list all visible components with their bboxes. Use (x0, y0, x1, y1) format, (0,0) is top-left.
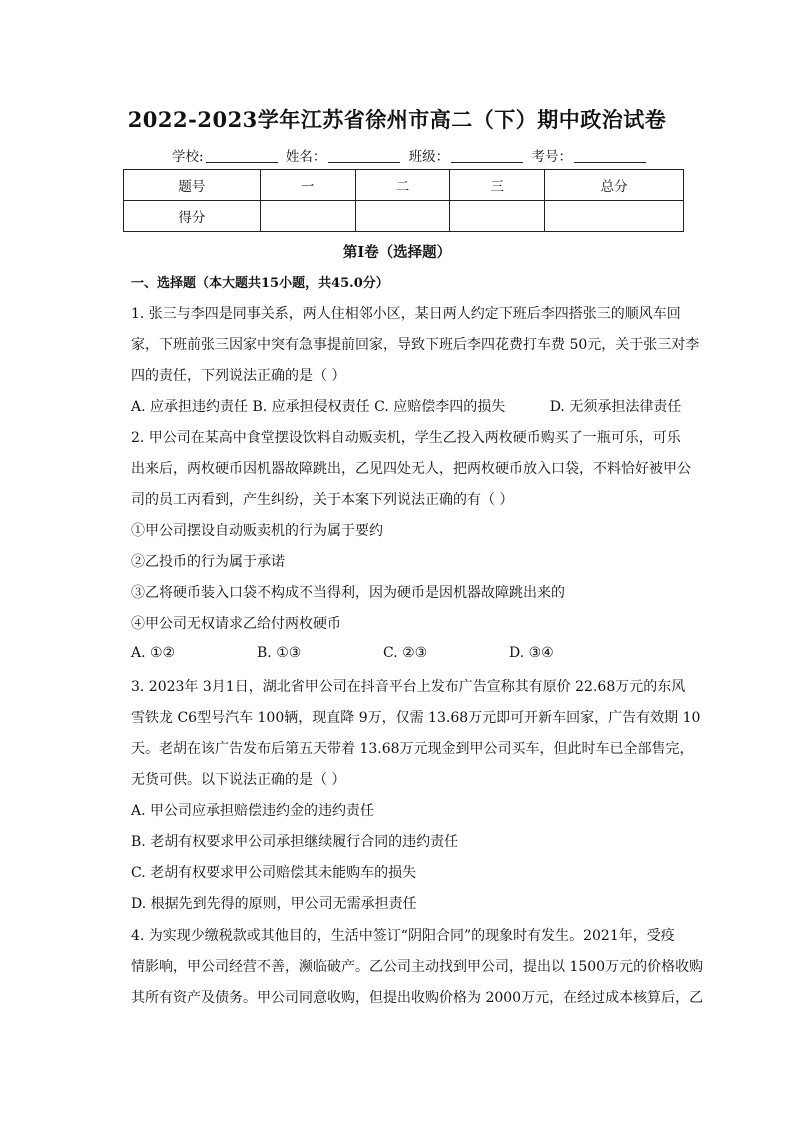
school-label: 学校: (172, 149, 204, 165)
q4-line: 情影响，甲公司经营不善，濒临破产。乙公司主动找到甲公司，提出以 1500万元的价格收购 (131, 959, 704, 975)
q2-option-a[interactable]: A. ①② (131, 645, 176, 661)
q2-line: 2. 甲公司在某高中食堂摆设饮料自动贩卖机，学生乙投入两枚硬币购买了一瓶可乐，可乐 (131, 430, 681, 446)
score-header-cell: 题号 (124, 170, 261, 201)
student-info-line (172, 145, 650, 165)
q1-option-c[interactable]: C. 应赔偿李四的损失 (374, 399, 506, 415)
q2-statement: ①甲公司摆设自动贩卖机的行为属于要约 (131, 523, 383, 539)
exam-no-label: 考号： (531, 149, 572, 165)
score-cell[interactable] (355, 201, 450, 232)
q2-statement: ④甲公司无权请求乙给付两枚硬币 (131, 616, 341, 632)
q3-line: 无货可供。以下说法正确的是（ ） (131, 772, 346, 788)
score-header-cell: 一 (260, 170, 355, 201)
q3-option-d[interactable]: D. 根据先到先得的原则，甲公司无需承担责任 (131, 896, 417, 912)
q2-option-d[interactable]: D. ③④ (509, 645, 554, 661)
q2-option-c[interactable]: C. ②③ (383, 645, 428, 661)
q3-option-c[interactable]: C. 老胡有权要求甲公司赔偿其未能购车的损失 (131, 865, 417, 881)
q2-option-b[interactable]: B. ①③ (257, 645, 302, 661)
q1-options (131, 396, 681, 416)
school-blank[interactable] (206, 149, 278, 163)
score-table (123, 169, 684, 232)
q1-option-b[interactable]: B. 应承担侵权责任 (252, 399, 370, 415)
score-row-label: 得分 (124, 201, 261, 232)
q1-option-a[interactable]: A. 应承担违约责任 (131, 399, 249, 415)
q1-line: 家，下班前张三因家中突有急事提前回家，导致下班后李四花费打车费 50元，关于张三对李 (131, 337, 700, 353)
score-cell[interactable] (260, 201, 355, 232)
q2-line: 司的员工丙看到，产生纠纷，关于本案下列说法正确的有（ ） (131, 492, 514, 508)
score-cell[interactable] (545, 201, 684, 232)
score-table-header-row (124, 170, 684, 201)
q2-options (131, 645, 554, 661)
part-title: 一、选择题（本大题共15小题，共45.0分） (131, 276, 389, 291)
exam-no-blank[interactable] (574, 149, 646, 163)
section-title: 第I卷（选择题） (342, 244, 452, 261)
class-blank[interactable] (451, 149, 523, 163)
q3-option-b[interactable]: B. 老胡有权要求甲公司承担继续履行合同的违约责任 (131, 834, 459, 850)
q2-statement: ②乙投币的行为属于承诺 (131, 554, 285, 570)
q4-line: 4. 为实现少缴税款或其他目的，生活中签订“阴阳合同”的现象时有发生。2021年，受疫 (131, 928, 675, 944)
score-cell[interactable] (450, 201, 545, 232)
q3-option-a[interactable]: A. 甲公司应承担赔偿违约金的违约责任 (131, 803, 375, 819)
q3-line: 3. 2023年 3月1日，湖北省甲公司在抖音平台上发布广告宣称其有原价 22.68万元的东风 (131, 679, 686, 695)
q4-line: 其所有资产及债务。甲公司同意收购，但提出收购价格为 2000万元，在经过成本核算后，乙 (131, 990, 704, 1006)
q1-option-d[interactable]: D. 无须承担法律责任 (549, 399, 682, 415)
class-label: 班级： (408, 149, 450, 165)
q3-line: 雪铁龙 C6型号汽车 100辆，现直降 9万，仅需 13.68万元即可开新车回家，广告有效期 10 (131, 710, 701, 726)
score-header-cell: 三 (450, 170, 545, 201)
page-title: 2022-2023学年江苏省徐州市高二（下）期中政治试卷 (127, 107, 667, 132)
score-table-score-row (124, 201, 684, 232)
score-header-cell: 二 (355, 170, 450, 201)
name-blank[interactable] (328, 149, 400, 163)
name-label: 姓名： (285, 149, 327, 165)
score-header-cell: 总分 (545, 170, 684, 201)
q2-line: 出来后，两枚硬币因机器故障跳出，乙见四处无人，把两枚硬币放入口袋，不料恰好被甲公 (131, 461, 691, 477)
q1-line: 1. 张三与李四是同事关系，两人住相邻小区，某日两人约定下班后李四搭张三的顺风车回 (131, 306, 681, 322)
q3-line: 天。老胡在该广告发布后第五天带着 13.68万元现金到甲公司买车，但此时车已全部售完， (131, 741, 694, 757)
q1-line: 四的责任，下列说法正确的是（ ） (131, 368, 346, 384)
q2-statement: ③乙将硬币装入口袋不构成不当得利，因为硬币是因机器故障跳出来的 (131, 585, 565, 601)
